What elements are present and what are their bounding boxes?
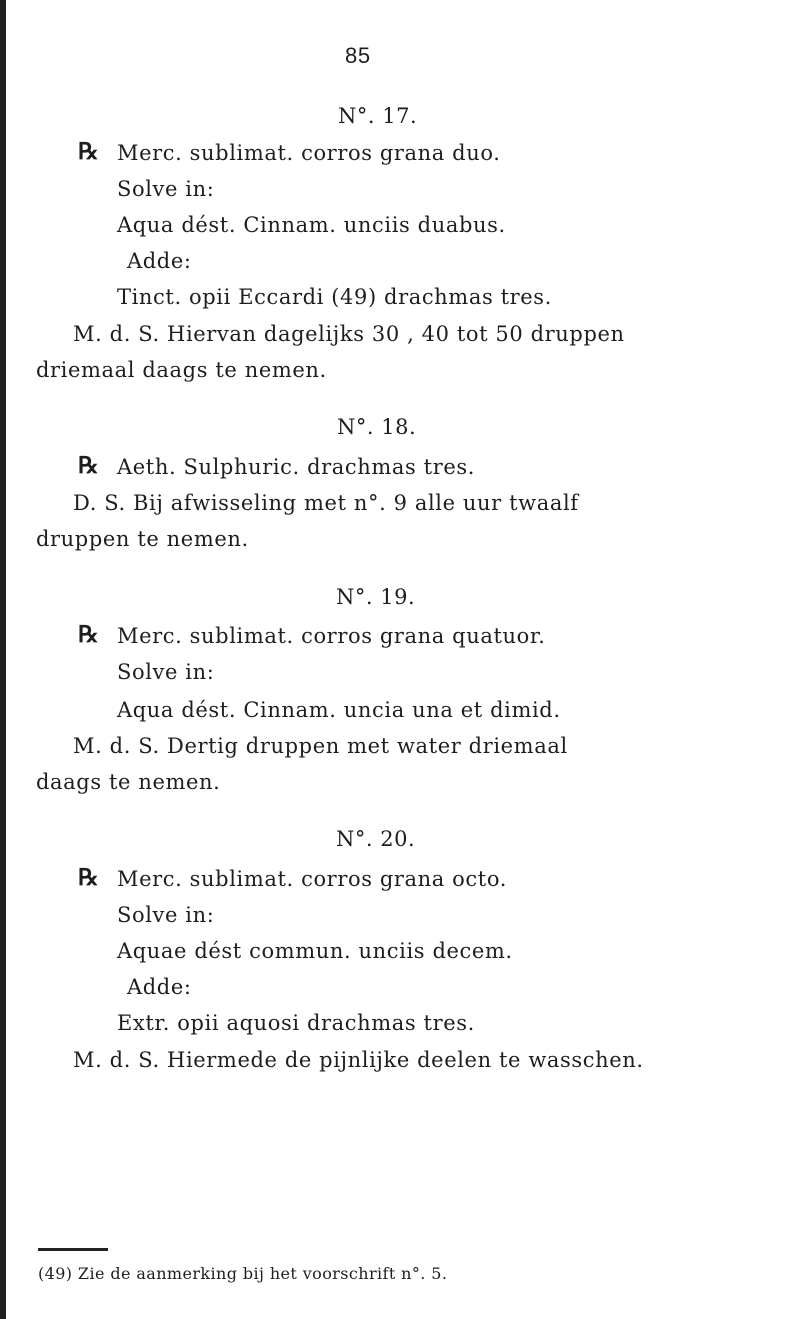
rx-symbol-18: ℞: [78, 452, 99, 479]
rx-symbol-17: ℞: [78, 138, 99, 165]
recipe-19-line-1: Merc. sublimat. corros grana quatuor.: [117, 624, 546, 648]
recipe-17-line-5: Tinct. opii Eccardi (49) drachmas tres.: [117, 285, 552, 309]
recipe-19-line-5: daags te nemen.: [36, 770, 221, 794]
recipe-20-heading: N°. 20.: [336, 827, 416, 851]
recipe-19-line-3: Aqua dést. Cinnam. uncia una et dimid.: [117, 698, 561, 722]
recipe-19-line-4: M. d. S. Dertig druppen met water driemaal: [73, 734, 568, 758]
page-number: 85: [345, 43, 371, 68]
recipe-17-line-3: Aqua dést. Cinnam. unciis duabus.: [117, 213, 506, 237]
rx-symbol-20: ℞: [78, 864, 99, 891]
recipe-17-line-4: Adde:: [127, 249, 192, 273]
recipe-18-line-2: D. S. Bij afwisseling met n°. 9 alle uur twaalf: [73, 491, 579, 515]
recipe-17-line-1: Merc. sublimat. corros grana duo.: [117, 141, 501, 165]
recipe-18-heading: N°. 18.: [337, 415, 417, 439]
recipe-17-line-6: M. d. S. Hiervan dagelijks 30 , 40 tot 50 druppen: [73, 322, 625, 346]
recipe-17-line-2: Solve in:: [117, 177, 215, 201]
recipe-20-line-2: Solve in:: [117, 903, 215, 927]
recipe-20-line-5: Extr. opii aquosi drachmas tres.: [117, 1011, 475, 1035]
footnote: (49) Zie de aanmerking bij het voorschrift n°. 5.: [38, 1264, 448, 1283]
recipe-19-heading: N°. 19.: [336, 585, 416, 609]
scan-edge: [0, 0, 6, 1319]
footnote-rule: [38, 1248, 108, 1251]
recipe-17-line-7: driemaal daags te nemen.: [36, 358, 327, 382]
recipe-19-line-2: Solve in:: [117, 660, 215, 684]
recipe-20-line-6: M. d. S. Hiermede de pijnlijke deelen te wasschen.: [73, 1048, 644, 1072]
recipe-20-line-4: Adde:: [127, 975, 192, 999]
recipe-20-line-1: Merc. sublimat. corros grana octo.: [117, 867, 507, 891]
recipe-17-heading: N°. 17.: [338, 104, 418, 128]
recipe-18-line-1: Aeth. Sulphuric. drachmas tres.: [117, 455, 476, 479]
recipe-20-line-3: Aquae dést commun. unciis decem.: [117, 939, 513, 963]
rx-symbol-19: ℞: [78, 621, 99, 648]
recipe-18-line-3: druppen te nemen.: [36, 527, 249, 551]
